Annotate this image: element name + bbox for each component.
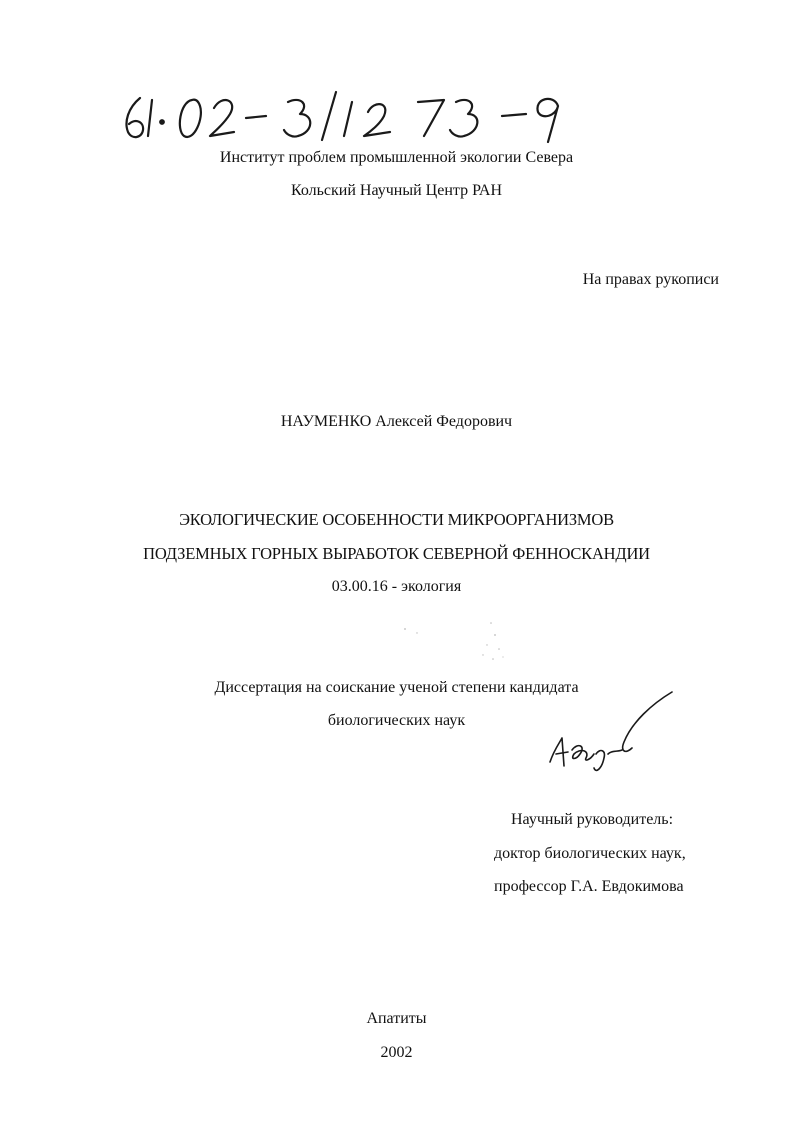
year: 2002 bbox=[380, 1044, 413, 1061]
thesis-title-line-2: ПОДЗЕМНЫХ ГОРНЫХ ВЫРАБОТОК СЕВЕРНОЙ ФЕННОСКАНДИИ bbox=[143, 544, 650, 563]
research-center-name: Кольский Научный Центр РАН bbox=[290, 182, 503, 199]
manuscript-rights-note: На правах рукописи bbox=[582, 271, 719, 288]
institute-name: Институт проблем промышленной экологии Севера bbox=[219, 149, 574, 166]
handwritten-registration-code bbox=[118, 88, 568, 144]
supervisor-name: профессор Г.А. Евдокимова bbox=[494, 878, 684, 895]
supervisor-label: Научный руководитель: bbox=[511, 811, 674, 828]
city: Апатиты bbox=[366, 1010, 427, 1027]
author-name: НАУМЕНКО Алексей Федорович bbox=[280, 413, 513, 430]
thesis-title-line-1: ЭКОЛОГИЧЕСКИЕ ОСОБЕННОСТИ МИКРООРГАНИЗМОВ bbox=[179, 510, 614, 529]
dissertation-statement-line-2: биологических наук bbox=[327, 712, 466, 729]
supervisor-degree: доктор биологических наук, bbox=[494, 845, 686, 862]
handwritten-registration-code-text bbox=[0, 0, 1, 1]
specialty-code: 03.00.16 - экология bbox=[331, 578, 462, 595]
author-signature bbox=[540, 688, 690, 780]
dissertation-statement-line-1: Диссертация на соискание ученой степени кандидата bbox=[214, 679, 579, 696]
scan-specks bbox=[395, 615, 515, 665]
